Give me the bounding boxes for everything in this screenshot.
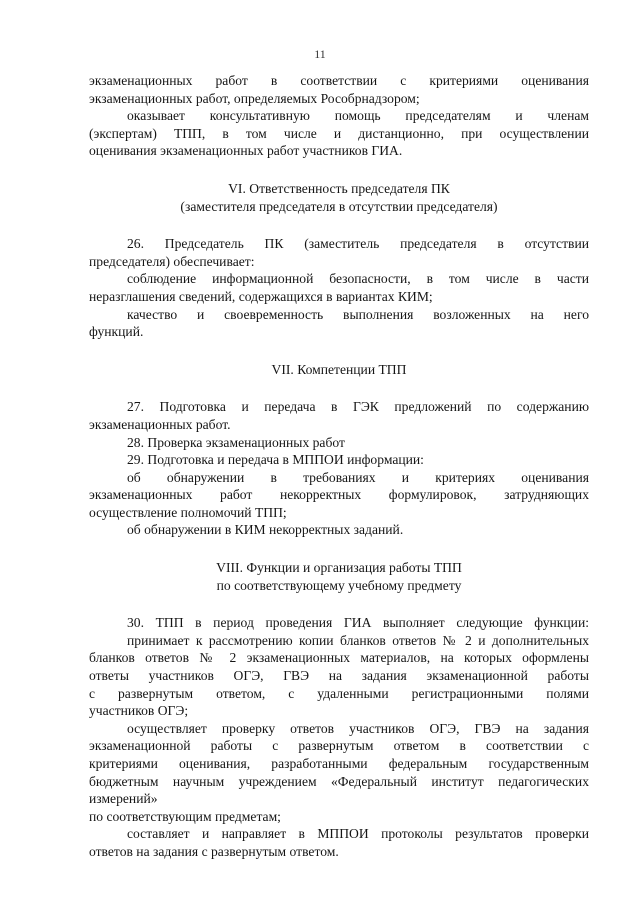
paragraph <box>89 451 589 469</box>
paragraph <box>89 614 589 632</box>
paragraph <box>89 270 589 305</box>
text-line: по соответствующим предметам; <box>89 808 281 824</box>
text-line: функций. <box>89 324 144 340</box>
heading-line: VIII. Функции и организация работы ТПП <box>216 560 462 576</box>
text-line: принимает к рассмотрению копии бланков ответов № 2 и дополнительных <box>127 632 589 648</box>
paragraph <box>89 107 589 160</box>
text-line: экзаменационных работ в соответствии с критериями оценивания <box>89 73 589 88</box>
paragraph <box>89 469 589 522</box>
paragraph <box>89 632 589 720</box>
text-line: неразглашения сведений, содержащихся в вариантах КИМ; <box>89 288 433 304</box>
paragraph <box>89 720 589 826</box>
text-line: (экспертам) ТПП, в том числе и дистанционно, при осуществлении <box>89 125 589 141</box>
text-line: 26. Председатель ПК (заместитель председателя в отсутствии <box>127 236 589 252</box>
section-heading <box>89 559 589 594</box>
heading-line: по соответствующему учебному предмету <box>216 577 462 593</box>
text-line: критериями оценивания, разработанными федеральным государственным <box>89 756 589 771</box>
paragraph <box>89 306 589 341</box>
paragraph <box>89 398 589 433</box>
text-line: об обнаружении в требованиях и критериях оценивания <box>127 469 589 485</box>
text-line: соблюдение информационной безопасности, в том числе в части <box>127 271 589 287</box>
text-line: 28. Проверка экзаменационных работ <box>127 434 345 450</box>
text-line: осуществление полномочий ТПП; <box>89 504 287 520</box>
page-number: 11 <box>314 47 326 61</box>
text-line: экзаменационных работ. <box>89 416 231 432</box>
text-line: измерений» <box>89 791 158 807</box>
document-body <box>89 72 589 861</box>
text-line: ответов на задания с развернутым ответом. <box>89 843 339 859</box>
text-line: бюджетным научным учреждением «Федеральный институт педагогических <box>89 773 589 789</box>
text-line: оценивания экзаменационных работ участников ГИА. <box>89 143 403 159</box>
text-line: экзаменационной работы с развернутым ответом в соответствии с <box>89 738 589 754</box>
heading-line: VI. Ответственность председателя ПК <box>228 180 450 196</box>
paragraph <box>89 434 589 452</box>
section-heading <box>89 361 589 379</box>
paragraph <box>89 72 589 107</box>
text-line: 29. Подготовка и передача в МППОИ информации: <box>127 452 424 468</box>
paragraph <box>89 235 589 270</box>
text-line: экзаменационных работ, определяемых Рособрнадзором; <box>89 90 420 106</box>
text-line: с развернутым ответом, с удаленными регистрационными полями <box>89 685 589 701</box>
paragraph <box>89 825 589 860</box>
text-line: осуществляет проверку ответов участников ОГЭ, ГВЭ на задания <box>127 720 589 736</box>
text-line: экзаменационных работ некорректных формулировок, затрудняющих <box>89 487 589 503</box>
text-line: бланков ответов № 2 экзаменационных материалов, на которых оформлены <box>89 650 589 666</box>
text-line: составляет и направляет в МППОИ протоколы результатов проверки <box>127 826 589 842</box>
heading-line: VII. Компетенции ТПП <box>271 361 407 377</box>
text-line: ответы участников ОГЭ, ГВЭ на задания экзаменационной работы <box>89 668 589 684</box>
text-line: председателя) обеспечивает: <box>89 253 255 269</box>
heading-line: (заместителя председателя в отсутствии председателя) <box>180 198 498 214</box>
text-line: качество и своевременность выполнения возложенных на него <box>127 306 589 322</box>
paragraph <box>89 521 589 539</box>
text-line: об обнаружении в КИМ некорректных заданий. <box>127 522 404 538</box>
section-heading <box>89 180 589 215</box>
text-line: участников ОГЭ; <box>89 703 189 719</box>
text-line: 30. ТПП в период проведения ГИА выполняет следующие функции: <box>127 615 589 631</box>
text-line: оказывает консультативную помощь председателям и членам <box>127 108 589 124</box>
text-line: 27. Подготовка и передача в ГЭК предложений по содержанию <box>127 399 589 415</box>
